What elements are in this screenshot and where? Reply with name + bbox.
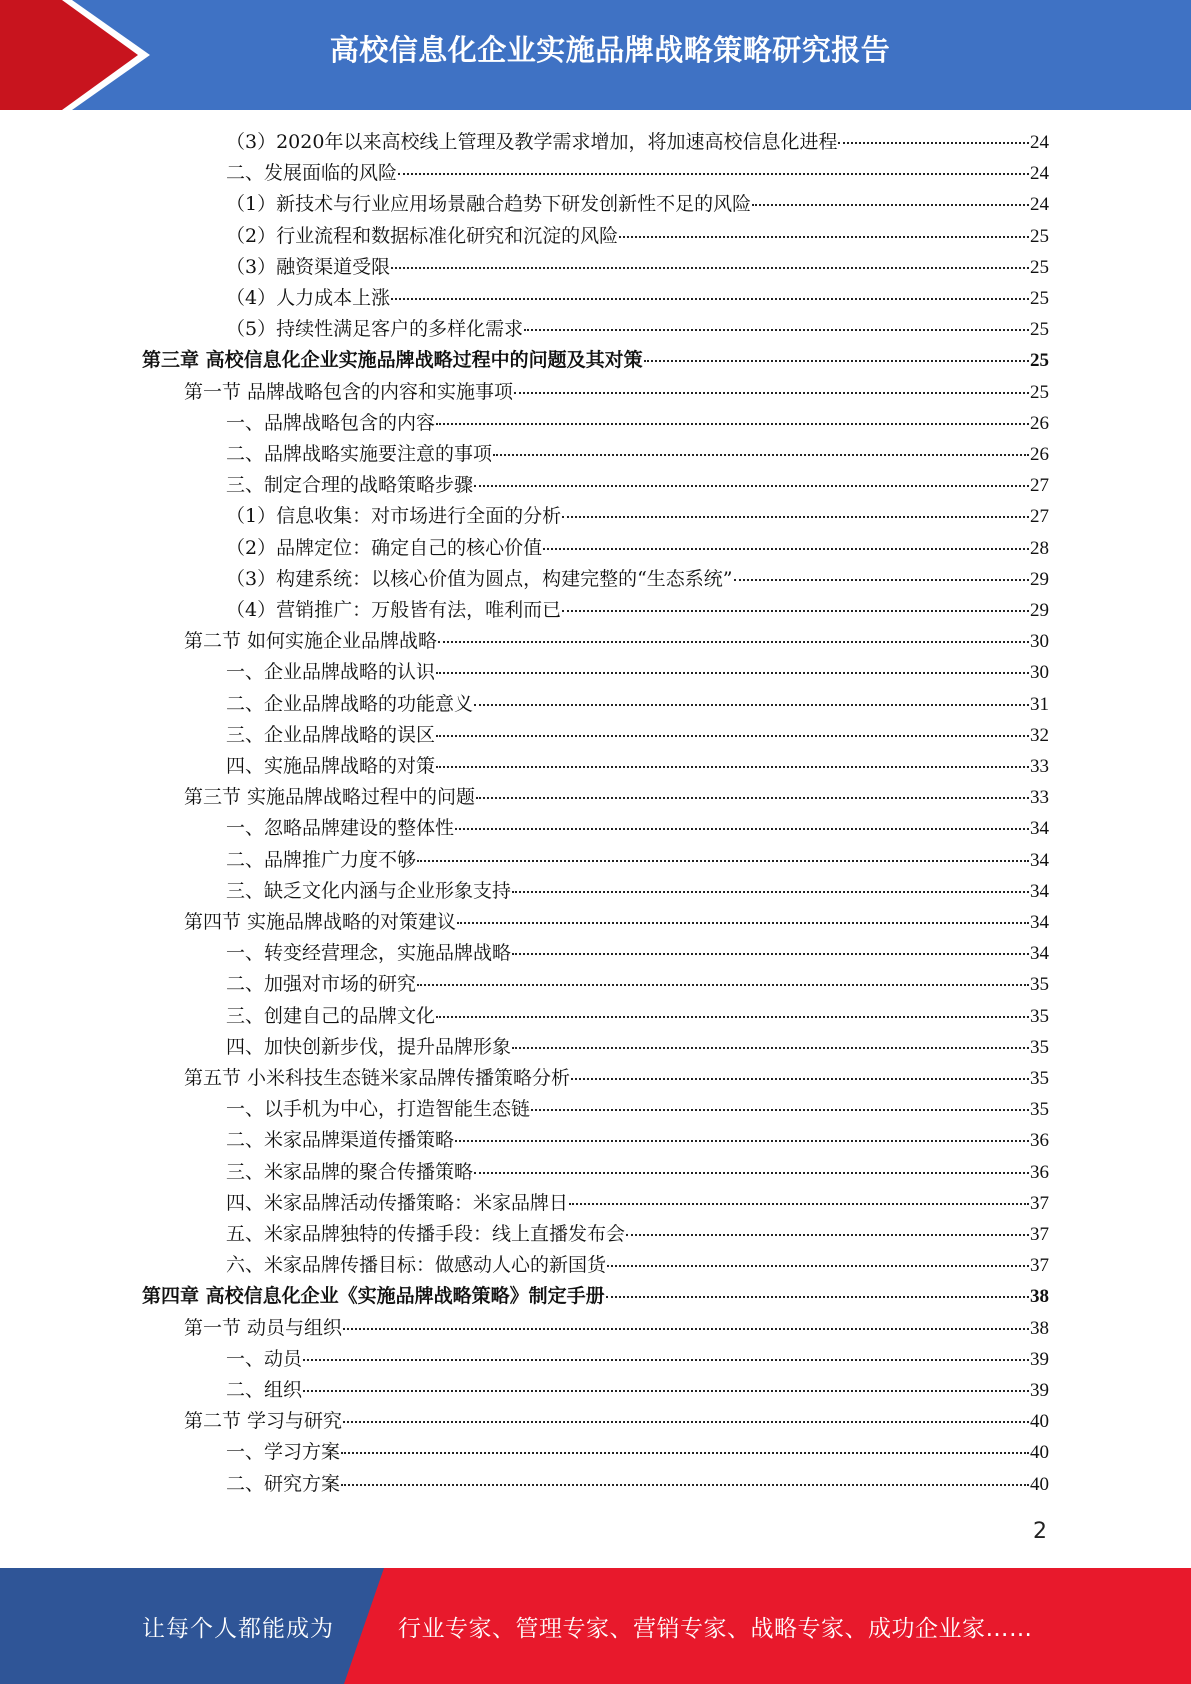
toc-entry-label: 第四节 实施品牌战略的对策建议: [184, 911, 457, 933]
toc-subsection[interactable]: [226, 252, 1049, 283]
toc-leader-dots: [457, 921, 1029, 924]
toc-entry-page: 36: [1030, 1130, 1049, 1152]
toc-entry-page: 35: [1030, 974, 1049, 996]
toc-section[interactable]: [184, 782, 1049, 813]
toc-leader-dots: [569, 1202, 1029, 1205]
toc-leader-dots: [455, 1139, 1029, 1142]
toc-subsection[interactable]: [226, 969, 1049, 1000]
toc-entry-label: （3）构建系统：以核心价值为圆点，构建完整的“生态系统”: [226, 567, 733, 590]
toc-subsection[interactable]: [226, 1344, 1049, 1375]
toc-subsection[interactable]: [226, 470, 1049, 501]
toc-entry-label: 一、转变经营理念，实施品牌战略: [226, 942, 512, 965]
toc-entry-label: 二、研究方案: [226, 1472, 341, 1495]
toc-entry-page: 40: [1030, 1473, 1049, 1495]
toc-entry-page: 33: [1030, 787, 1049, 809]
footer-slogan-left: 让每个人都能成为: [142, 1616, 334, 1642]
toc-entry-label: 二、企业品牌战略的功能意义: [226, 692, 474, 715]
toc-leader-dots: [606, 1295, 1029, 1298]
toc-subsection[interactable]: [226, 189, 1049, 220]
toc-leader-dots: [474, 484, 1029, 487]
toc-subsection[interactable]: [226, 1094, 1049, 1125]
toc-subsection[interactable]: [226, 813, 1049, 844]
toc-entry-page: 26: [1030, 412, 1049, 434]
toc-entry-page: 35: [1030, 1005, 1049, 1027]
toc-chapter[interactable]: [142, 345, 1049, 376]
toc-subsection[interactable]: [226, 1157, 1049, 1188]
toc-entry-label: 三、企业品牌战略的误区: [226, 723, 436, 746]
toc-entry-page: 34: [1030, 880, 1049, 902]
toc-leader-dots: [455, 827, 1029, 830]
toc-subsection[interactable]: [226, 1469, 1049, 1500]
toc-subsection[interactable]: [226, 657, 1049, 688]
toc-entry-label: 第二节 学习与研究: [184, 1410, 343, 1433]
toc-leader-dots: [512, 952, 1029, 955]
toc-leader-dots: [514, 391, 1029, 394]
toc-entry-page: 29: [1030, 600, 1049, 621]
toc-entry-page: 24: [1030, 194, 1049, 216]
toc-entry-page: 30: [1030, 631, 1049, 653]
page-header: [0, 0, 1191, 110]
toc-entry-page: 25: [1030, 256, 1049, 278]
toc-leader-dots: [438, 640, 1029, 643]
toc-entry-label: 一、企业品牌战略的认识: [226, 661, 436, 684]
toc-subsection[interactable]: [226, 1437, 1049, 1468]
toc-entry-label: 四、米家品牌活动传播策略：米家品牌日: [226, 1191, 569, 1214]
toc-entry-label: 二、组织: [226, 1379, 303, 1401]
toc-subsection[interactable]: [226, 720, 1049, 751]
toc-leader-dots: [562, 515, 1029, 518]
toc-entry-page: 29: [1030, 568, 1049, 590]
toc-entry-page: 36: [1030, 1161, 1049, 1183]
toc-entry-page: 35: [1030, 1036, 1049, 1058]
toc-entry-page: 34: [1030, 818, 1049, 840]
toc-leader-dots: [524, 328, 1029, 331]
toc-subsection[interactable]: [226, 595, 1049, 626]
toc-entry-page: 39: [1030, 1380, 1049, 1401]
page-number: 2: [1033, 1519, 1047, 1544]
toc-entry-label: 四、实施品牌战略的对策: [226, 755, 436, 777]
toc-entry-page: 34: [1030, 912, 1049, 933]
toc-chapter[interactable]: [142, 1281, 1049, 1312]
toc-subsection[interactable]: [226, 1125, 1049, 1156]
toc-entry-page: 25: [1030, 288, 1049, 309]
toc-leader-dots: [303, 1358, 1029, 1361]
report-title: 高校信息化企业实施品牌战略策略研究报告: [329, 33, 891, 67]
toc-leader-dots: [343, 1420, 1029, 1423]
toc-entry-page: 28: [1030, 537, 1049, 559]
toc-entry-page: 27: [1030, 506, 1049, 528]
toc-entry-page: 25: [1030, 350, 1049, 372]
toc-entry-label: （3）2020年以来高校线上管理及教学需求增加，将加速高校信息化进程: [226, 131, 838, 153]
toc-subsection[interactable]: [226, 1001, 1049, 1032]
toc-entry-label: 二、品牌战略实施要注意的事项: [226, 443, 493, 465]
toc-leader-dots: [417, 983, 1029, 986]
toc-entry-label: （4）人力成本上涨: [226, 287, 391, 309]
toc-section[interactable]: [184, 1063, 1049, 1094]
toc-entry-label: 一、动员: [226, 1347, 303, 1370]
toc-entry-label: 二、加强对市场的研究: [226, 973, 417, 996]
toc-subsection[interactable]: [226, 221, 1049, 252]
toc-entry-page: 24: [1030, 132, 1049, 153]
toc-entry-label: 四、加快创新步伐，提升品牌形象: [226, 1035, 512, 1058]
toc-leader-dots: [436, 671, 1029, 674]
toc-entry-page: 25: [1030, 381, 1049, 403]
toc-entry-label: 二、米家品牌渠道传播策略: [226, 1129, 455, 1152]
toc-subsection[interactable]: [226, 564, 1049, 595]
toc-entry-label: 第二节 如何实施企业品牌战略: [184, 630, 438, 653]
toc-entry-label: 一、以手机为中心，打造智能生态链: [226, 1098, 531, 1121]
toc-section[interactable]: [184, 377, 1049, 408]
toc-entry-label: 三、制定合理的战略策略步骤: [226, 474, 474, 497]
toc-subsection[interactable]: [226, 845, 1049, 876]
toc-entry-page: 40: [1030, 1411, 1049, 1433]
toc-entry-page: 40: [1030, 1442, 1049, 1464]
toc-subsection[interactable]: [226, 689, 1049, 720]
toc-entry-page: 27: [1030, 475, 1049, 497]
toc-leader-dots: [391, 266, 1029, 269]
toc-entry-page: 34: [1030, 943, 1049, 965]
toc-subsection[interactable]: [226, 1032, 1049, 1063]
toc-entry-label: （4）营销推广：万般皆有法，唯利而已: [226, 599, 562, 621]
toc-subsection[interactable]: [226, 501, 1049, 532]
toc-subsection[interactable]: [226, 1188, 1049, 1219]
toc-subsection[interactable]: [226, 1375, 1049, 1406]
toc-entry-label: 第一节 动员与组织: [184, 1316, 343, 1339]
toc-leader-dots: [436, 765, 1029, 768]
toc-leader-dots: [838, 141, 1029, 144]
toc-leader-dots: [619, 235, 1029, 238]
toc-leader-dots: [607, 1264, 1029, 1267]
toc-section[interactable]: [184, 1406, 1049, 1437]
toc-entry-page: 37: [1030, 1192, 1049, 1214]
toc-entry-label: 一、学习方案: [226, 1441, 341, 1464]
toc-leader-dots: [474, 703, 1029, 706]
toc-entry-label: 三、创建自己的品牌文化: [226, 1004, 436, 1027]
toc-subsection[interactable]: [226, 127, 1049, 158]
toc-entry-label: 五、米家品牌独特的传播手段：线上直播发布会: [226, 1223, 626, 1245]
toc-section[interactable]: [184, 1313, 1049, 1344]
toc-leader-dots: [436, 422, 1029, 425]
toc-section[interactable]: [184, 907, 1049, 938]
toc-leader-dots: [436, 1015, 1029, 1018]
toc-leader-dots: [474, 1171, 1029, 1174]
toc-leader-dots: [341, 1451, 1029, 1454]
toc-leader-dots: [543, 547, 1029, 550]
toc-leader-dots: [752, 203, 1029, 206]
toc-leader-dots: [343, 1327, 1029, 1330]
toc-entry-label: 第一节 品牌战略包含的内容和实施事项: [184, 380, 514, 403]
toc-entry-label: （5）持续性满足客户的多样化需求: [226, 318, 524, 341]
toc-leader-dots: [734, 578, 1029, 581]
toc-entry-page: 39: [1030, 1348, 1049, 1370]
toc-entry-page: 38: [1030, 1286, 1049, 1308]
toc-leader-dots: [644, 359, 1029, 362]
toc-entry-label: 二、发展面临的风险: [226, 162, 398, 185]
header-arrow-icon: [0, 0, 160, 110]
toc-leader-dots: [341, 1483, 1029, 1486]
toc-entry-page: 26: [1030, 444, 1049, 465]
toc-entry-page: 33: [1030, 756, 1049, 777]
toc-subsection[interactable]: [226, 314, 1049, 345]
toc-subsection[interactable]: [226, 158, 1049, 189]
toc-leader-dots: [512, 890, 1029, 893]
toc-leader-dots: [391, 297, 1029, 300]
toc-entry-label: 二、品牌推广力度不够: [226, 848, 417, 871]
page-footer: [0, 1568, 1191, 1684]
toc-leader-dots: [626, 1233, 1029, 1236]
toc-entry-page: 34: [1030, 849, 1049, 871]
toc-entry-page: 25: [1030, 319, 1049, 341]
toc-entry-label: （2）行业流程和数据标准化研究和沉淀的风险: [226, 224, 619, 247]
footer-slogan-right: 行业专家、管理专家、营销专家、战略专家、成功企业家……: [398, 1616, 1033, 1642]
toc-leader-dots: [493, 453, 1029, 456]
toc-leader-dots: [476, 796, 1029, 799]
toc-entry-label: 一、忽略品牌建设的整体性: [226, 817, 455, 840]
toc-leader-dots: [417, 859, 1029, 862]
toc-entry-page: 31: [1030, 693, 1049, 715]
toc-leader-dots: [303, 1389, 1029, 1392]
toc-entry-page: 25: [1030, 225, 1049, 247]
toc-entry-label: 三、米家品牌的聚合传播策略: [226, 1160, 474, 1183]
toc-entry-page: 35: [1030, 1068, 1049, 1089]
toc-subsection[interactable]: [226, 751, 1049, 782]
toc-entry-label: （1）新技术与行业应用场景融合趋势下研发创新性不足的风险: [226, 193, 752, 216]
toc-entry-page: 37: [1030, 1224, 1049, 1245]
toc-entry-label: （2）品牌定位：确定自己的核心价值: [226, 536, 543, 559]
toc-subsection[interactable]: [226, 408, 1049, 439]
toc-entry-label: （3）融资渠道受限: [226, 255, 391, 278]
toc-entry-page: 35: [1030, 1099, 1049, 1121]
toc-subsection[interactable]: [226, 439, 1049, 470]
toc-entry-label: 第三节 实施品牌战略过程中的问题: [184, 786, 476, 809]
toc-leader-dots: [512, 1046, 1029, 1049]
toc-entry-page: 24: [1030, 163, 1049, 185]
toc-subsection[interactable]: [226, 1219, 1049, 1250]
toc-subsection[interactable]: [226, 533, 1049, 564]
toc-entry-page: 32: [1030, 724, 1049, 746]
toc-entry-label: （1）信息收集：对市场进行全面的分析: [226, 505, 562, 528]
toc-leader-dots: [562, 609, 1029, 612]
toc-leader-dots: [398, 172, 1029, 175]
toc-subsection[interactable]: [226, 283, 1049, 314]
toc-subsection[interactable]: [226, 876, 1049, 907]
toc-entry-label: 第四章 高校信息化企业《实施品牌战略策略》制定手册: [142, 1285, 605, 1308]
toc-entry-label: 第五节 小米科技生态链米家品牌传播策略分析: [184, 1067, 571, 1089]
toc-leader-dots: [531, 1108, 1029, 1111]
toc-entry-page: 30: [1030, 662, 1049, 684]
toc-subsection[interactable]: [226, 1250, 1049, 1281]
toc-entry-label: 一、品牌战略包含的内容: [226, 411, 436, 434]
toc-section[interactable]: [184, 626, 1049, 657]
toc-entry-page: 38: [1030, 1317, 1049, 1339]
toc-entry-label: 六、米家品牌传播目标：做感动人心的新国货: [226, 1254, 607, 1277]
toc-entry-label: 三、缺乏文化内涵与企业形象支持: [226, 879, 512, 902]
toc-subsection[interactable]: [226, 938, 1049, 969]
toc-leader-dots: [571, 1077, 1029, 1080]
toc-leader-dots: [436, 734, 1029, 737]
toc-entry-page: 37: [1030, 1255, 1049, 1277]
toc-entry-label: 第三章 高校信息化企业实施品牌战略过程中的问题及其对策: [142, 349, 643, 372]
